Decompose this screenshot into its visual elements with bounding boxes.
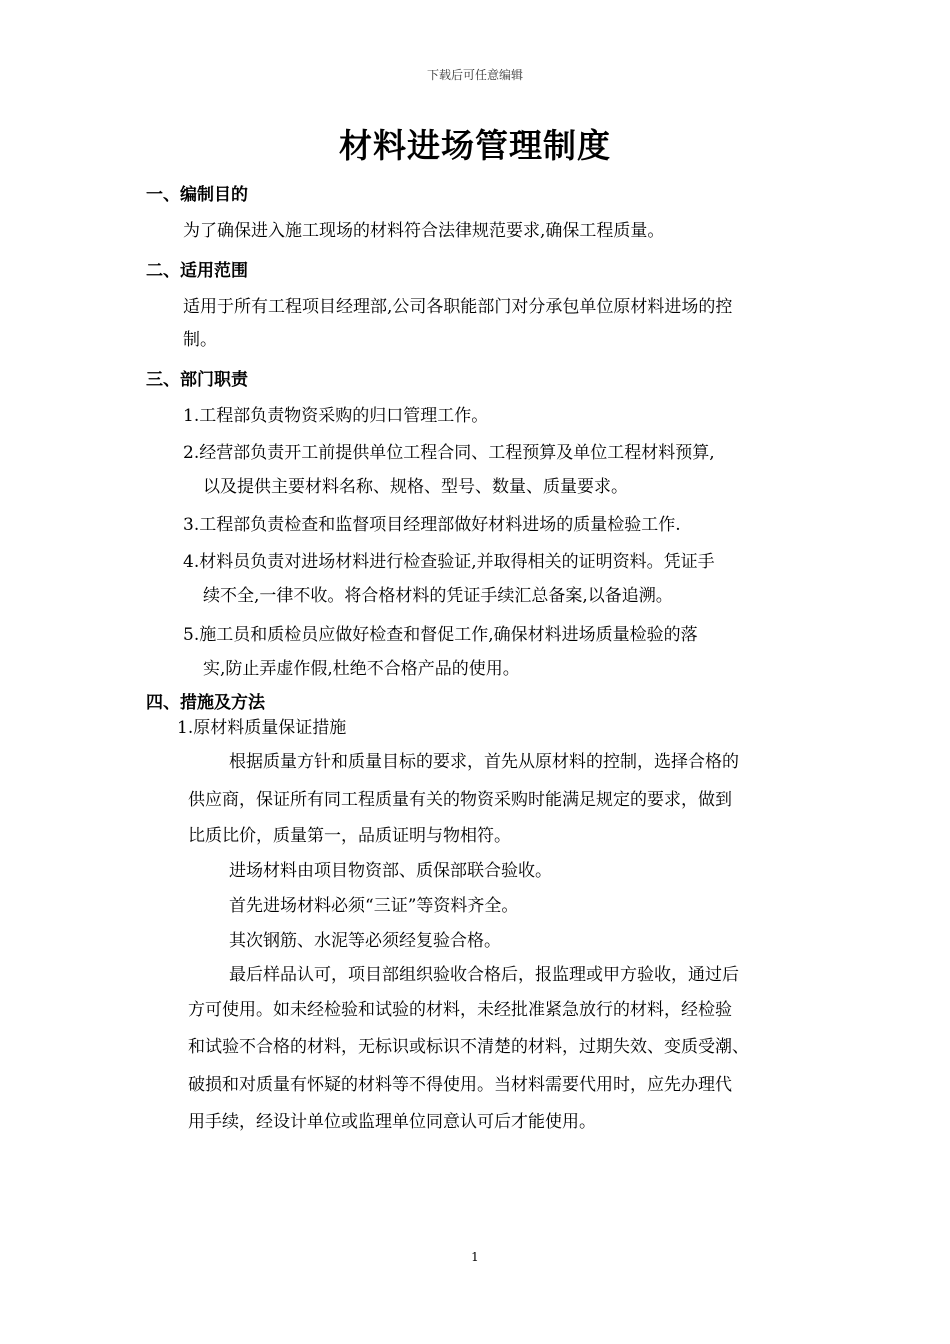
list-item-continuation: 实,防止弄虚作假,杜绝不合格产品的使用。 [203, 659, 520, 679]
section-heading-responsibilities: 三、部门职责 [146, 370, 248, 390]
paragraph-line: 适用于所有工程项目经理部,公司各职能部门对分承包单位原材料进场的控 [183, 297, 733, 317]
page-number: 1 [471, 1250, 479, 1264]
list-item: 3.工程部负责检查和监督项目经理部做好材料进场的质量检验工作. [183, 515, 681, 535]
section-heading-scope: 二、适用范围 [146, 261, 248, 281]
list-item-continuation: 续不全,一律不收。将合格材料的凭证手续汇总备案,以备追溯。 [203, 586, 673, 606]
paragraph-line: 破损和对质量有怀疑的材料等不得使用。当材料需要代用时，应先办理代 [188, 1075, 732, 1095]
paragraph-line: 供应商，保证所有同工程质量有关的物资采购时能满足规定的要求，做到 [188, 790, 732, 810]
paragraph-line: 首先进场材料必须“三证”等资料齐全。 [229, 896, 519, 916]
subsection-heading: 1.原材料质量保证措施 [177, 718, 347, 738]
list-item: 1.工程部负责物资采购的归口管理工作。 [183, 406, 489, 426]
paragraph-line: 制。 [183, 330, 217, 350]
paragraph-line: 和试验不合格的材料，无标识或标识不清楚的材料，过期失效、变质受潮、 [188, 1037, 749, 1057]
paragraph-line: 进场材料由项目物资部、质保部联合验收。 [229, 861, 552, 881]
list-item: 4.材料员负责对进场材料进行检查验证,并取得相关的证明资料。凭证手 [183, 552, 715, 572]
list-item-continuation: 以及提供主要材料名称、规格、型号、数量、质量要求。 [203, 477, 628, 497]
list-item: 2.经营部负责开工前提供单位工程合同、工程预算及单位工程材料预算, [183, 443, 715, 463]
paragraph-line: 其次钢筋、水泥等必须经复验合格。 [229, 931, 501, 951]
section-heading-measures: 四、措施及方法 [146, 693, 265, 713]
paragraph-line: 方可使用。如未经检验和试验的材料，未经批准紧急放行的材料，经检验 [188, 1000, 732, 1020]
paragraph-line: 最后样品认可，项目部组织验收合格后，报监理或甲方验收，通过后 [229, 965, 739, 985]
paragraph-line: 根据质量方针和质量目标的要求，首先从原材料的控制，选择合格的 [229, 752, 739, 772]
list-item: 5.施工员和质检员应做好检查和督促工作,确保材料进场质量检验的落 [183, 625, 698, 645]
paragraph-line: 比质比价，质量第一，品质证明与物相符。 [188, 826, 511, 846]
paragraph-line: 为了确保进入施工现场的材料符合法律规范要求,确保工程质量。 [183, 221, 665, 241]
paragraph-line: 用手续，经设计单位或监理单位同意认可后才能使用。 [188, 1112, 596, 1132]
section-heading-purpose: 一、编制目的 [146, 185, 248, 205]
header-note: 下载后可任意编辑 [426, 68, 523, 82]
document-title: 材料进场管理制度 [339, 126, 611, 165]
